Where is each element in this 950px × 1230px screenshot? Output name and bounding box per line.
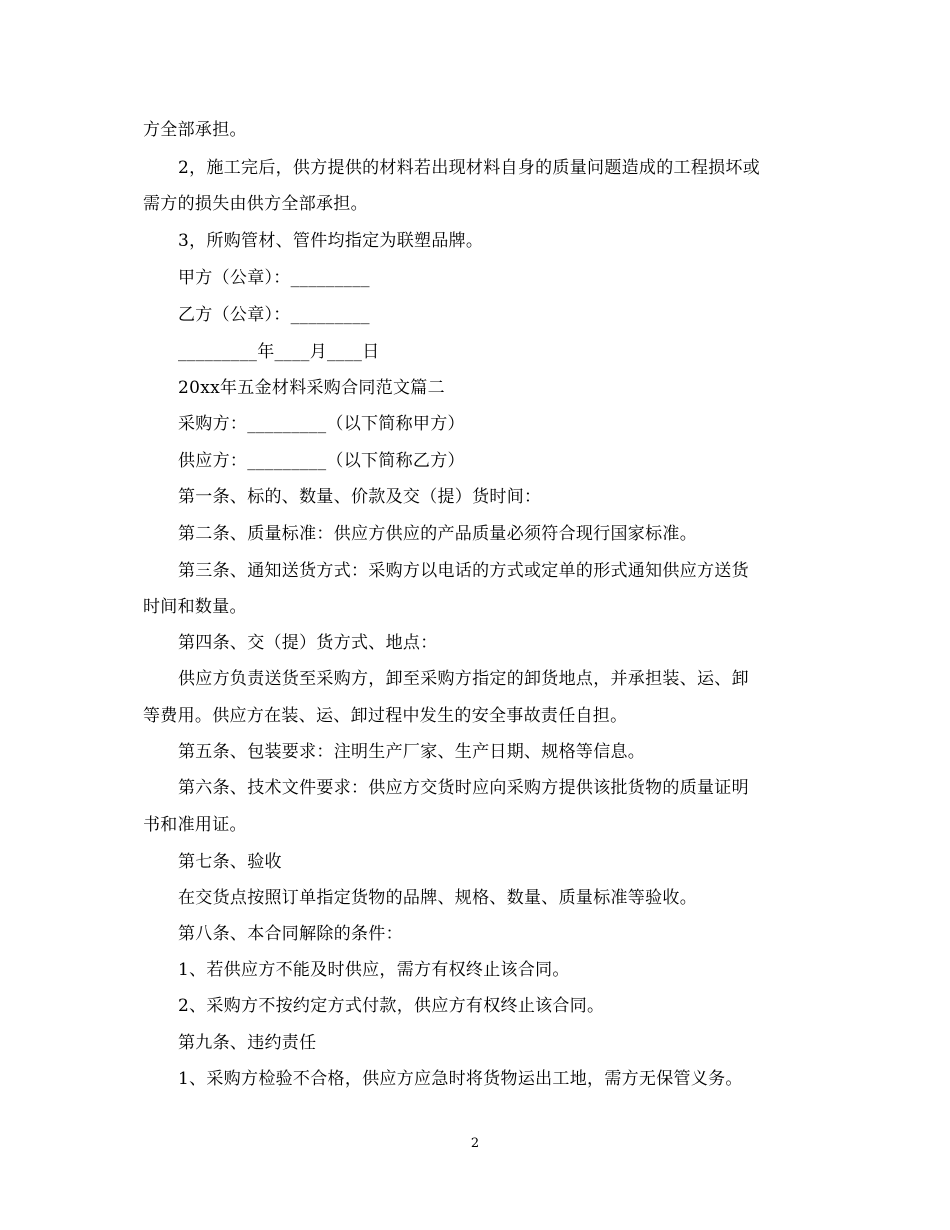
signature-line-party-b: 乙方（公章）：_________ — [178, 305, 370, 325]
paragraph-line: 等费用。供应方在装、运、卸过程中发生的安全事故责任自担。 — [143, 706, 628, 726]
article-line: 第七条、验收 — [178, 852, 282, 872]
article-line: 第一条、标的、数量、价款及交（提）货时间： — [178, 487, 542, 507]
article-line: 第四条、交（提）货方式、地点： — [178, 633, 438, 653]
paragraph-line: 供应方负责送货至采购方，卸至采购方指定的卸货地点，并承担装、运、卸 — [178, 669, 749, 689]
paragraph-line: 2，施工完后，供方提供的材料若出现材料自身的质量问题造成的工程损坏或 — [178, 158, 761, 178]
article-line: 第九条、违约责任 — [178, 1033, 317, 1053]
signature-line-party-a: 甲方（公章）：_________ — [178, 268, 370, 288]
party-line-purchaser: 采购方：_________（以下简称甲方） — [178, 414, 465, 434]
article-line: 第三条、通知送货方式：采购方以电话的方式或定单的形式通知供应方送货 — [178, 561, 749, 581]
section-heading: 20xx年五金材料采购合同范文篇二 — [178, 378, 445, 398]
paragraph-line: 3，所购管材、管件均指定为联塑品牌。 — [178, 231, 484, 251]
article-line: 第五条、包装要求：注明生产厂家、生产日期、规格等信息。 — [178, 742, 646, 762]
paragraph-line: 书和准用证。 — [143, 815, 247, 835]
paragraph-line: 在交货点按照订单指定货物的品牌、规格、数量、质量标准等验收。 — [178, 888, 697, 908]
paragraph-line: 方全部承担。 — [143, 120, 247, 140]
paragraph-line: 需方的损失由供方全部承担。 — [143, 194, 368, 214]
page-number: 2 — [470, 1136, 480, 1151]
list-item: 1、采购方检验不合格，供应方应急时将货物运出工地，需方无保管义务。 — [178, 1069, 743, 1089]
list-item: 1、若供应方不能及时供应，需方有权终止该合同。 — [178, 960, 570, 980]
article-line: 第六条、技术文件要求：供应方交货时应向采购方提供该批货物的质量证明 — [178, 778, 749, 798]
paragraph-line: 时间和数量。 — [143, 597, 247, 617]
date-line: _________年____月____日 — [178, 342, 380, 362]
article-line: 第八条、本合同解除的条件： — [178, 924, 403, 944]
list-item: 2、采购方不按约定方式付款，供应方有权终止该合同。 — [178, 996, 605, 1016]
article-line: 第二条、质量标准：供应方供应的产品质量必须符合现行国家标准。 — [178, 524, 697, 544]
party-line-supplier: 供应方：_________（以下简称乙方） — [178, 451, 465, 471]
